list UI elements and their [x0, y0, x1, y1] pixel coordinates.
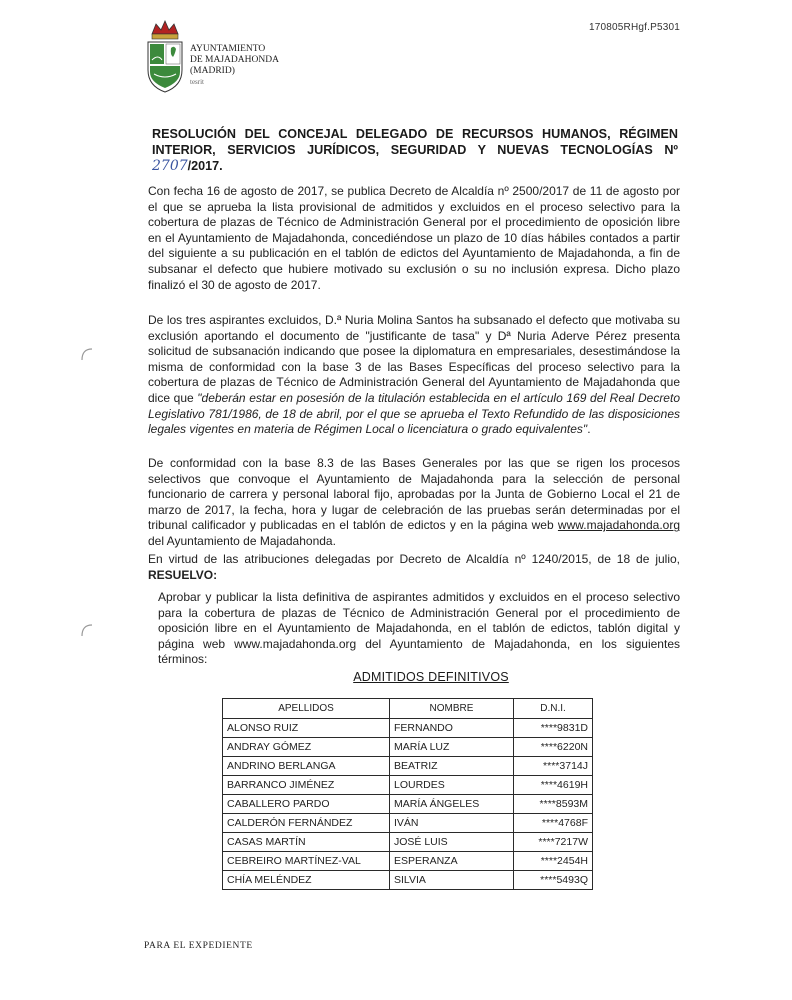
paragraph-2-end: . [587, 422, 591, 437]
resolution-title [152, 126, 678, 174]
cell-nombre: LOURDES [390, 776, 514, 795]
cell-dni: ****6220N [514, 738, 593, 757]
column-header: APELLIDOS [223, 699, 390, 719]
table-row [223, 738, 593, 757]
website-link[interactable]: www.majadahonda.org [557, 518, 680, 533]
paragraph-4 [148, 552, 680, 583]
cell-dni: ****8593M [514, 795, 593, 814]
cell-nombre: JOSÉ LUIS [390, 833, 514, 852]
paragraph-1: Con fecha 16 de agosto de 2017, se publica Decreto de Alcaldía nº 2500/2017 de 11 de agosto por el que se aprueba la lista provisional de admitidos y excluidos en el proceso selectivo para la cobertura de plazas de Técnico de Administración General por el procedimiento de oposición libre en el Ayuntamiento de Majadahonda, concediéndose un plazo de 10 días hábiles contados a partir del siguiente a su publicación en el tablón de edictos del Ayuntamiento de Majadahonda, a fin de subsanar el defecto que hubiere motivado su exclusión o su no inclusión expresa. Dicho plazo finalizó el 30 de agosto de 2017. [148, 184, 680, 292]
cell-apellidos: ANDRAY GÓMEZ [223, 738, 390, 757]
cell-nombre: ESPERANZA [390, 852, 514, 871]
table-header-row [223, 699, 593, 719]
handwritten-number: 2707 [152, 158, 188, 174]
cell-dni: ****3714J [514, 757, 593, 776]
paragraph-3-end: del Ayuntamiento de Majadahonda. [148, 533, 336, 548]
punch-hole-icon [78, 620, 100, 642]
cell-nombre: FERNANDO [390, 719, 514, 738]
column-header: NOMBRE [390, 699, 514, 719]
table-row [223, 833, 593, 852]
title-num-prefix: Nº [664, 143, 679, 157]
org-line-2: DE MAJADAHONDA [190, 55, 279, 65]
footer-note: PARA EL EXPEDIENTE [144, 941, 253, 951]
punch-hole-icon [78, 344, 100, 366]
admitidos-table [222, 698, 593, 890]
table-row [223, 814, 593, 833]
paragraph-2-start: De los tres aspirantes excluidos, D.ª Nuria Molina Santos ha subsanado el defecto que motivaba su exclusión aportando el documento de "justificante de tasa" y Dª Nuria Aderve Pérez presenta solicitud de subsanación indicando que posee la diplomatura en empresariales, desestimándose la misma de conformidad con la base 3 de las Bases Específicas del proceso selectivo para la cobertura de plazas de Técnico de Administración General del Ayuntamiento de Majadahonda que dice que [148, 313, 680, 405]
paragraph-2-quote: "deberán estar en posesión de la titulación establecida en el artículo 169 del Real Decreto Legislativo 781/1986, de 18 de abril, por el que se aprueba el Texto Refundido de las disposiciones legales vigentes en materia de Régimen Local o licenciatura o grado equivalentes" [148, 390, 680, 437]
cell-nombre: MARÍA LUZ [390, 738, 514, 757]
cell-apellidos: CHÍA MELÉNDEZ [223, 871, 390, 890]
resuelvo-label: RESUELVO: [148, 567, 218, 582]
title-year: /2017. [187, 159, 223, 173]
paragraph-2 [148, 313, 680, 438]
title-text: RESOLUCIÓN DEL CONCEJAL DELEGADO DE RECURSOS HUMANOS, RÉGIMEN INTERIOR, SERVICIOS JURÍDICOS, SEGURIDAD Y NUEVAS TECNOLOGÍAS [152, 127, 678, 157]
org-line-1: AYUNTAMIENTO [190, 44, 266, 54]
paragraph-5: Aprobar y publicar la lista definitiva de aspirantes admitidos y excluidos en el proceso selectivo para la cobertura de plazas de Técnico de Administración General por el procedimiento de oposición libre en el Ayuntamiento de Majadahonda, en el tablón de edictos, tablón digital y página web www.majadahonda.org del Ayuntamiento de Majadahonda, en los siguientes términos: [158, 590, 680, 667]
paragraph-3 [148, 456, 680, 550]
table-row [223, 719, 593, 738]
org-small-mark: tesrit [190, 78, 204, 86]
cell-apellidos: CASAS MARTÍN [223, 833, 390, 852]
cell-apellidos: CABALLERO PARDO [223, 795, 390, 814]
table-row [223, 871, 593, 890]
cell-dni: ****4768F [514, 814, 593, 833]
cell-nombre: MARÍA ÁNGELES [390, 795, 514, 814]
cell-dni: ****4619H [514, 776, 593, 795]
table-row [223, 795, 593, 814]
table-row [223, 757, 593, 776]
table-row [223, 852, 593, 871]
cell-apellidos: CALDERÓN FERNÁNDEZ [223, 814, 390, 833]
cell-apellidos: CEBREIRO MARTÍNEZ-VAL [223, 852, 390, 871]
cell-nombre: BEATRIZ [390, 757, 514, 776]
cell-dni: ****7217W [514, 833, 593, 852]
organization-name [190, 44, 279, 88]
cell-nombre: IVÁN [390, 814, 514, 833]
cell-dni: ****2454H [514, 852, 593, 871]
reference-code: 170805RHgf.P5301 [588, 22, 680, 33]
org-line-3: (MADRID) [190, 66, 235, 76]
paragraph-3-start: De conformidad con la base 8.3 de las Bases Generales por las que se rigen los procesos selectivos que convoque el Ayuntamiento de Majadahonda para la selección de personal funcionario de carrera y personal laboral fijo, aprobadas por la Junta de Gobierno Local el 21 de marzo de 2017, la fecha, hora y lugar de celebración de las pruebas serán determinadas por el tribunal calificador y publicadas en el tablón de edictos y en la página web [148, 456, 680, 533]
cell-apellidos: BARRANCO JIMÉNEZ [223, 776, 390, 795]
table-row [223, 776, 593, 795]
crest-icon [144, 16, 186, 94]
admitidos-title: ADMITIDOS DEFINITIVOS [353, 670, 509, 684]
paragraph-4-start: En virtud de las atribuciones delegadas por Decreto de Alcaldía nº 1240/2015, de 18 de julio, [148, 552, 680, 566]
column-header: D.N.I. [514, 699, 593, 719]
cell-apellidos: ANDRINO BERLANGA [223, 757, 390, 776]
cell-dni: ****5493Q [514, 871, 593, 890]
cell-apellidos: ALONSO RUIZ [223, 719, 390, 738]
cell-dni: ****9831D [514, 719, 593, 738]
cell-nombre: SILVIA [390, 871, 514, 890]
